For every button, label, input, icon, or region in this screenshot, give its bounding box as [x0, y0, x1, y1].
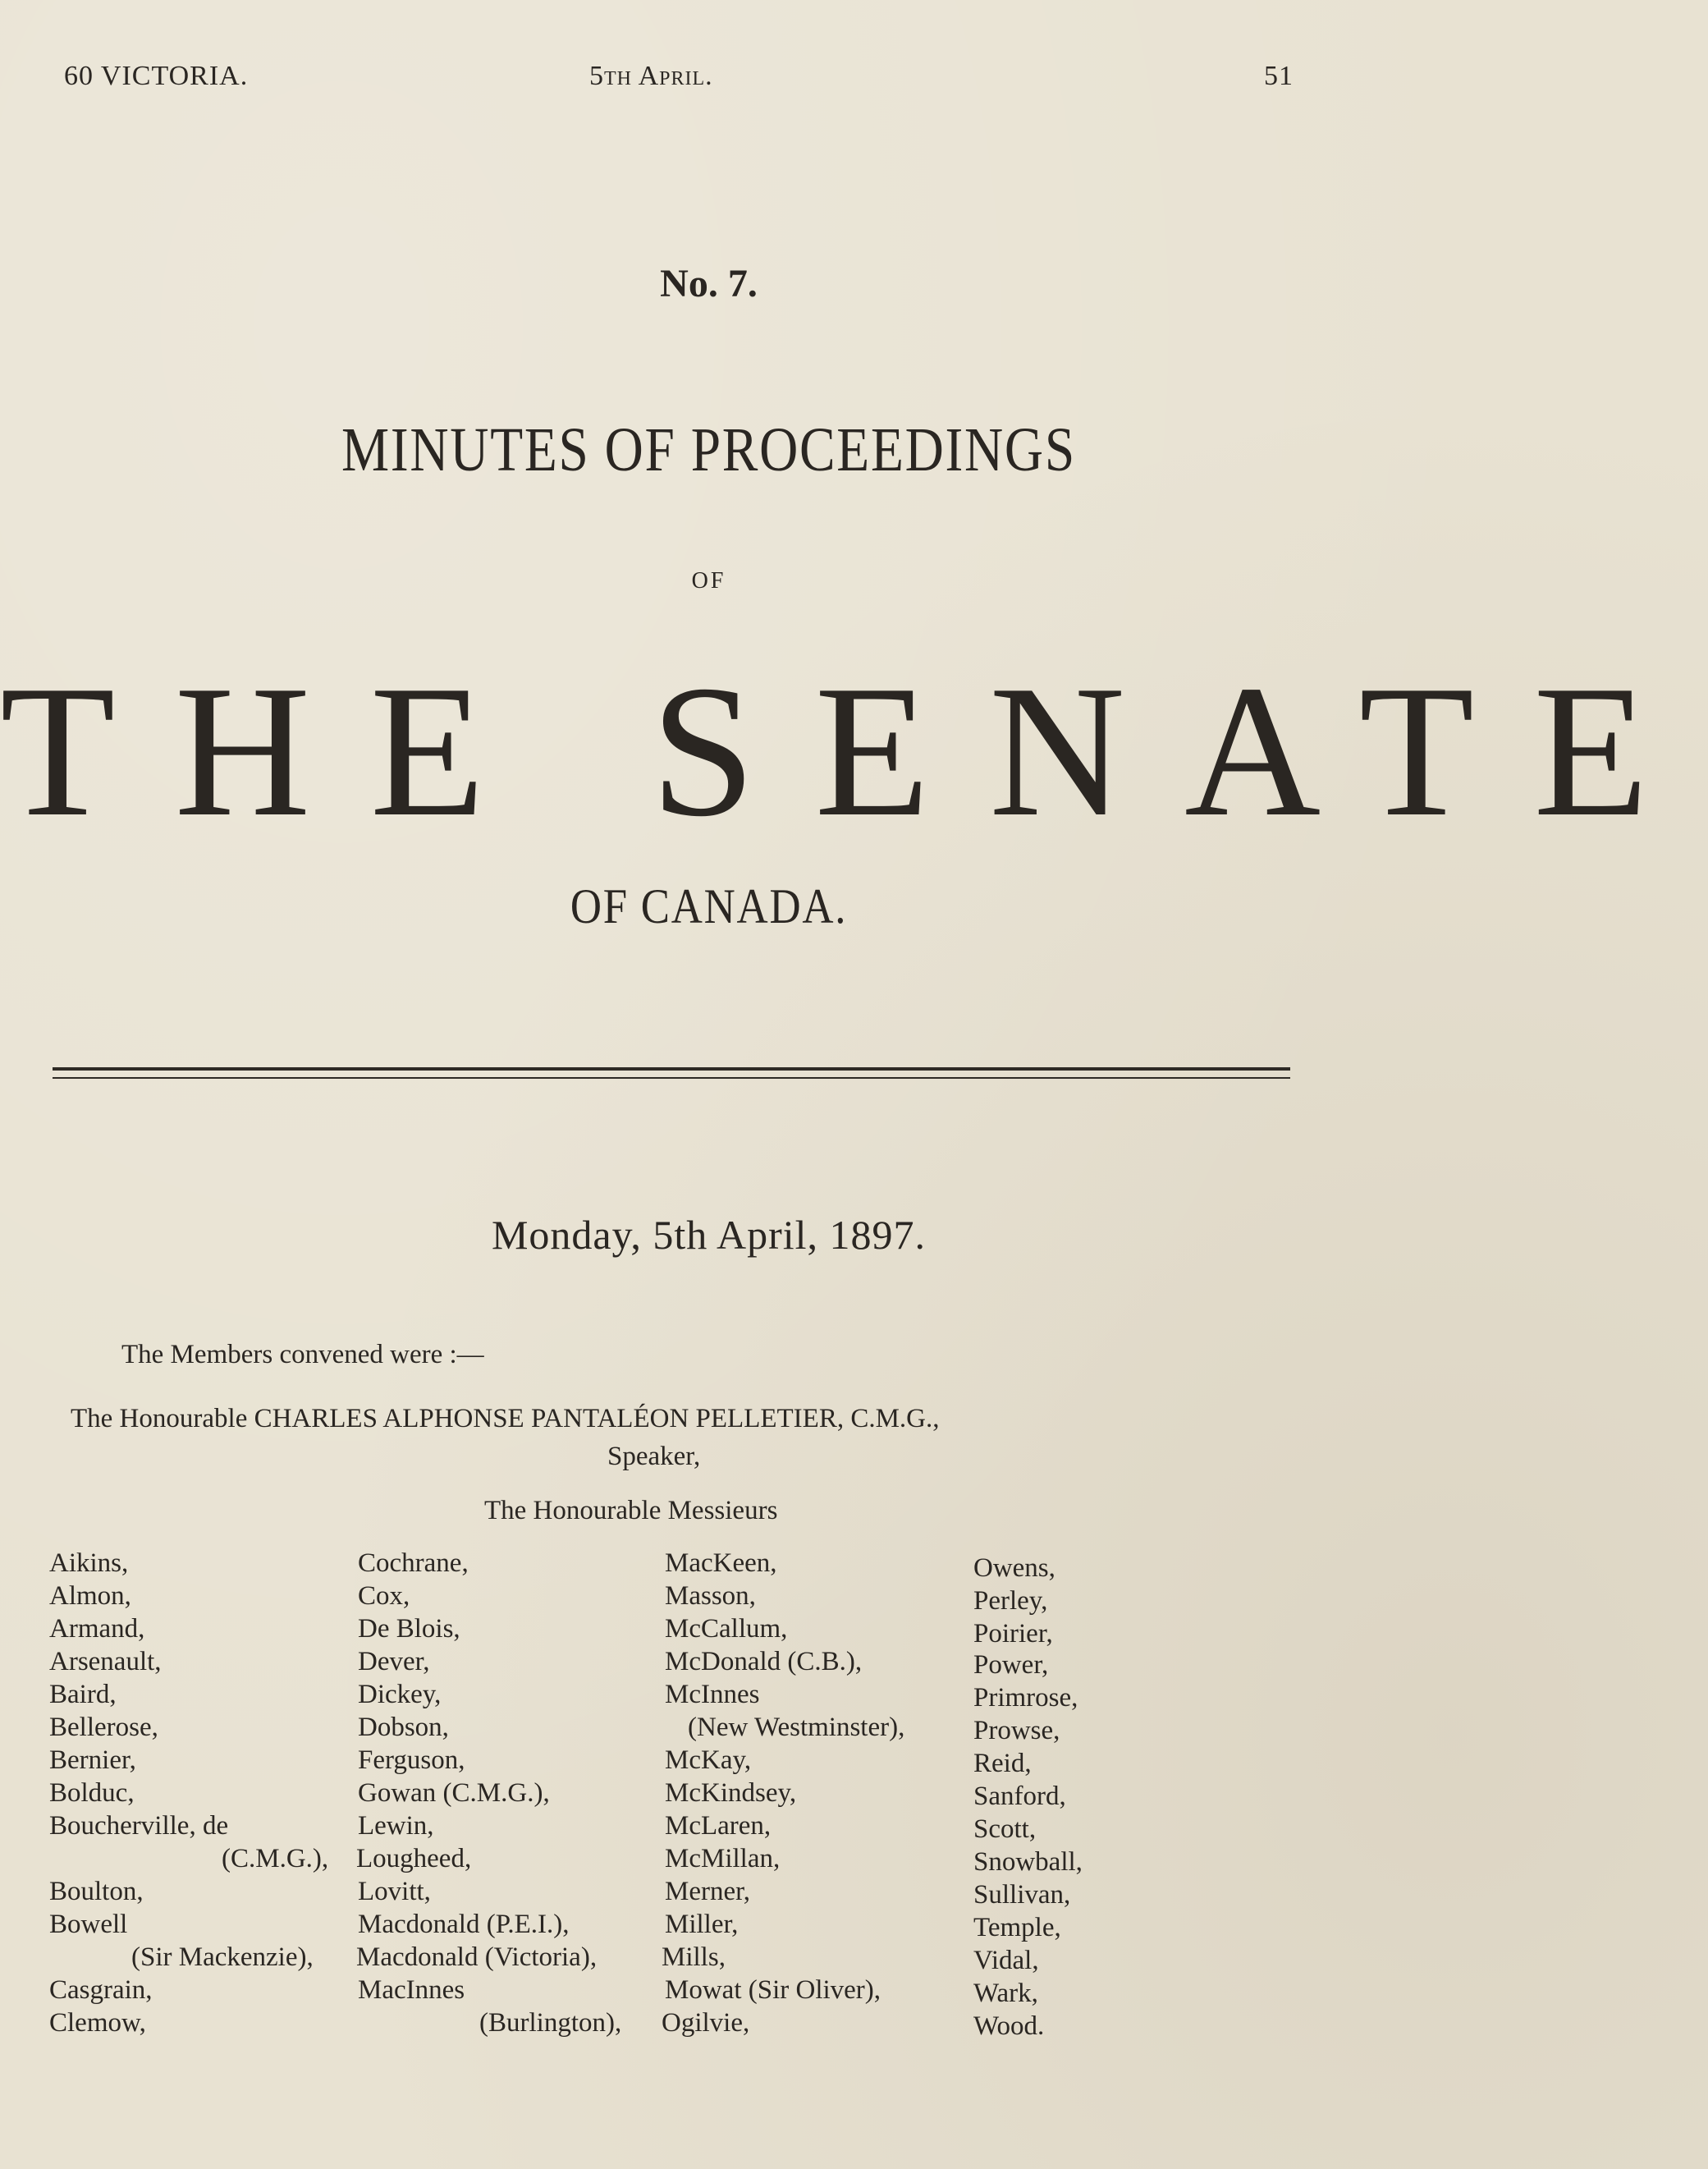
member-name: Wood. [973, 2011, 1045, 2041]
member-name: Perley, [973, 1586, 1048, 1616]
header-center: 5th April. [589, 61, 713, 91]
member-name: Power, [973, 1650, 1049, 1680]
header-left: 60 VICTORIA. [64, 61, 249, 91]
member-name: Bolduc, [49, 1778, 135, 1808]
member-name: Boucherville, de [49, 1811, 229, 1841]
member-name: (Burlington), [479, 2008, 622, 2038]
member-name: McInnes [665, 1680, 760, 1709]
member-name: De Blois, [358, 1614, 460, 1644]
member-name: Baird, [49, 1680, 117, 1709]
rule-thick [53, 1067, 1290, 1071]
messieurs-heading: The Honourable Messieurs [484, 1496, 778, 1525]
member-name: McLaren, [665, 1811, 772, 1841]
member-name: Macdonald (P.E.I.), [358, 1910, 570, 1939]
member-name: Poirier, [973, 1619, 1053, 1649]
title-senate: THE SENATE [0, 646, 1708, 855]
member-name: Clemow, [49, 2008, 146, 2038]
member-name: Dickey, [358, 1680, 442, 1709]
member-name: Arsenault, [49, 1647, 162, 1676]
member-name: Reid, [973, 1749, 1032, 1778]
member-name: Mills, [662, 1942, 726, 1972]
member-name: McCallum, [665, 1614, 788, 1644]
member-name: Temple, [973, 1913, 1061, 1942]
member-name: MacKeen, [665, 1548, 777, 1578]
member-name: Primrose, [973, 1683, 1078, 1713]
member-name: Lougheed, [356, 1844, 472, 1873]
title-minutes: MINUTES OF PROCEEDINGS [341, 415, 1076, 484]
title-canada: OF CANADA. [570, 879, 848, 933]
member-name: Gowan (C.M.G.), [358, 1778, 550, 1808]
member-name: MacInnes [358, 1975, 465, 2005]
member-name: Lewin, [358, 1811, 434, 1841]
member-name: Dobson, [358, 1713, 449, 1742]
member-name: Sullivan, [973, 1880, 1071, 1910]
page-number: 51 [1264, 61, 1294, 91]
member-name: Bowell [49, 1910, 128, 1939]
minutes-number: No. 7. [660, 262, 758, 305]
member-name: Wark, [973, 1979, 1038, 2008]
member-name: Ogilvie, [662, 2008, 750, 2038]
rule-thin [53, 1077, 1290, 1079]
member-name: McKindsey, [665, 1778, 797, 1808]
member-name: Bernier, [49, 1745, 136, 1775]
member-name: Scott, [973, 1814, 1037, 1844]
member-name: (New Westminster), [688, 1713, 905, 1742]
member-name: Sanford, [973, 1782, 1066, 1811]
speaker-title: Speaker, [607, 1442, 701, 1471]
member-name: Vidal, [973, 1946, 1039, 1975]
member-name: Aikins, [49, 1548, 129, 1578]
member-name: Almon, [49, 1581, 131, 1611]
member-name: Lovitt, [358, 1877, 431, 1906]
title-of: OF [691, 568, 726, 594]
member-name: Bellerose, [49, 1713, 158, 1742]
member-name: McKay, [665, 1745, 752, 1775]
sitting-date: Monday, 5th April, 1897. [491, 1212, 927, 1258]
member-name: McDonald (C.B.), [665, 1647, 863, 1676]
member-name: Armand, [49, 1614, 145, 1644]
member-name: Macdonald (Victoria), [356, 1942, 598, 1972]
member-name: Boulton, [49, 1877, 144, 1906]
member-name: Dever, [358, 1647, 430, 1676]
member-name: McMillan, [665, 1844, 781, 1873]
member-name: Ferguson, [358, 1745, 465, 1775]
member-name: Mowat (Sir Oliver), [665, 1975, 881, 2005]
member-name: Cochrane, [358, 1548, 469, 1578]
member-name: Masson, [665, 1581, 756, 1611]
member-name: Snowball, [973, 1847, 1083, 1877]
member-name: Owens, [973, 1553, 1055, 1583]
intro-text: The Members convened were :— [121, 1340, 484, 1369]
member-name: (C.M.G.), [222, 1844, 329, 1873]
member-name: Casgrain, [49, 1975, 153, 2005]
speaker-line: The Honourable CHARLES ALPHONSE PANTALÉON PELLETIER, C.M.G., [71, 1404, 940, 1433]
member-name: (Sir Mackenzie), [131, 1942, 314, 1972]
member-name: Miller, [665, 1910, 739, 1939]
member-name: Prowse, [973, 1716, 1060, 1745]
member-name: Merner, [665, 1877, 751, 1906]
member-name: Cox, [358, 1581, 410, 1611]
